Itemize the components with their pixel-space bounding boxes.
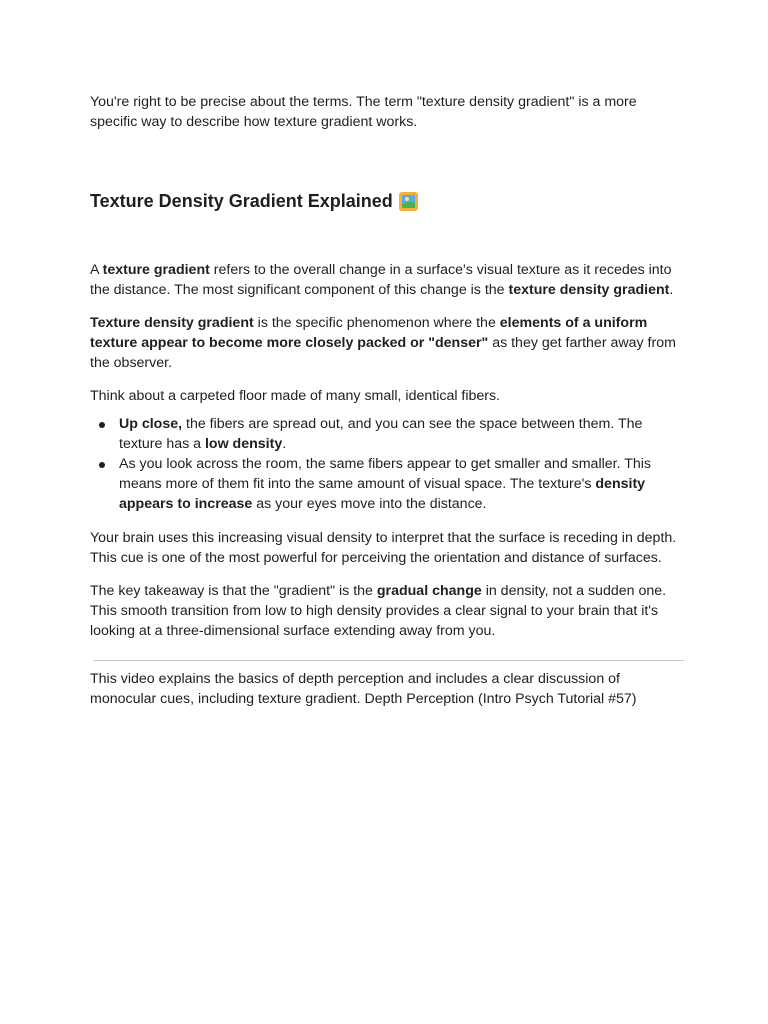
- text-run: As you look across the room, the same fibers appear to get smaller and smaller. This means more of them fit into the same amount of visual space. The texture's: [119, 456, 652, 492]
- paragraph-density-definition: [90, 313, 678, 373]
- section-heading-text: Texture Density Gradient Explained: [90, 191, 393, 211]
- divider: [94, 660, 684, 661]
- text-run: .: [669, 282, 674, 298]
- list-item: [90, 454, 678, 514]
- text-run: is the specific phenomenon where the: [253, 315, 500, 331]
- paragraph-carpet-example: Think about a carpeted floor made of many small, identical fibers.: [90, 388, 501, 404]
- framed-picture-icon: [399, 192, 418, 211]
- text-run: the fibers are spread out, and you can see the space between them. The texture has a: [119, 416, 643, 452]
- bold-term: elements of a uniform texture appear to become more closely packed or "denser": [90, 315, 648, 351]
- text-run: in density, not a sudden one. This smooth transition from low to high density provides a clear signal to your brain that it's looking at a three-dimensional surface extending away from you.: [90, 583, 667, 639]
- bold-term: texture gradient: [102, 262, 210, 278]
- list-item: [90, 414, 678, 454]
- bullet-list: [90, 414, 678, 514]
- paragraph-key-takeaway: [90, 581, 678, 641]
- text-run: A: [90, 262, 103, 278]
- intro-paragraph: You're right to be precise about the terms. The term "texture density gradient" is a more specific way to describe how texture gradient works.: [90, 94, 637, 130]
- paragraph-brain-cue: Your brain uses this increasing visual density to interpret that the surface is receding in depth. This cue is one of the most powerful for perceiving the orientation and distance of surfaces.: [90, 530, 677, 566]
- text-run: The key takeaway is that the "gradient" is the: [90, 583, 377, 599]
- text-run: .: [282, 436, 287, 452]
- bold-term: texture density gradient: [508, 282, 670, 298]
- paragraph-texture-gradient: [90, 260, 678, 300]
- bold-term: gradual change: [376, 583, 482, 599]
- text-run: as your eyes move into the distance.: [252, 496, 487, 512]
- text-run: as they get farther away from the observer.: [90, 335, 676, 371]
- bold-term: Texture density gradient: [90, 315, 254, 331]
- document-body: [90, 92, 678, 709]
- bold-term: Up close,: [119, 416, 183, 432]
- bold-term: density appears to increase: [119, 476, 646, 512]
- section-heading: [90, 189, 678, 213]
- bold-term: low density: [204, 436, 283, 452]
- video-note: This video explains the basics of depth perception and includes a clear discussion of monocular cues, including texture gradient. Depth Perception (Intro Psych Tutorial #57): [90, 671, 637, 707]
- text-run: refers to the overall change in a surface's visual texture as it recedes into the distance. The most significant component of this change is the: [90, 262, 672, 298]
